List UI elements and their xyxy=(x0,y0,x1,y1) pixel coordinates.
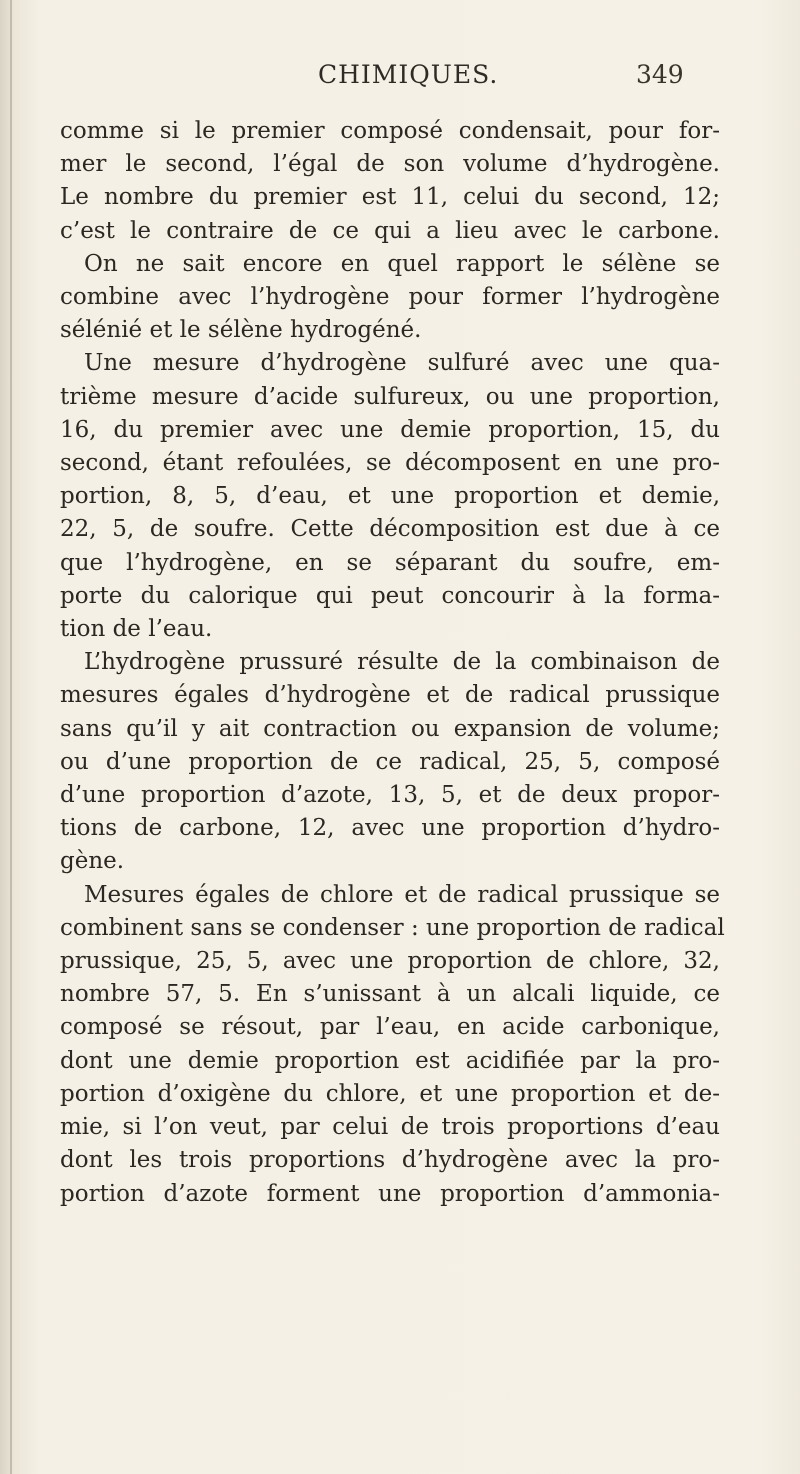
text-line: portion d’azote forment une proportion d’ammonia- xyxy=(60,1180,720,1207)
text-line: 22, 5, de soufre. Cette décomposition est due à ce xyxy=(60,516,720,543)
text-line: portion, 8, 5, d’eau, et une proportion et demie, xyxy=(60,483,720,510)
text-line: Une mesure d’hydrogène sulfuré avec une qua- xyxy=(84,350,720,377)
text-line: nombre 57, 5. En s’unissant à un alcali liquide, ce xyxy=(60,981,720,1008)
text-line: combine avec l’hydrogène pour former l’hydrogène xyxy=(60,284,720,311)
text-line: sans qu’il y ait contraction ou expansion de volume; xyxy=(60,715,720,742)
text-line: ou d’une proportion de ce radical, 25, 5, composé xyxy=(60,748,720,775)
text-line: d’une proportion d’azote, 13, 5, et de deux propor- xyxy=(60,782,720,809)
binding-gutter xyxy=(10,0,12,1474)
text-line: portion d’oxigène du chlore, et une proportion et de- xyxy=(60,1080,720,1107)
text-line: second, étant refoulées, se décomposent en une pro- xyxy=(60,450,720,477)
text-line: mer le second, l’égal de son volume d’hydrogène. xyxy=(60,151,720,178)
text-line: porte du calorique qui peut concourir à la forma- xyxy=(60,582,720,609)
text-line: trième mesure d’acide sulfureux, ou une proportion, xyxy=(60,383,720,410)
text-line: L’hydrogène prussuré résulte de la combinaison de xyxy=(84,649,720,676)
text-line: dont une demie proportion est acidifiée par la pro- xyxy=(60,1047,720,1074)
running-title: CHIMIQUES. xyxy=(318,60,499,89)
text-line: dont les trois proportions d’hydrogène avec la pro- xyxy=(60,1147,720,1174)
text-line: sélénié et le sélène hydrogéné. xyxy=(60,317,422,344)
text-line: prussique, 25, 5, avec une proportion de chlore, 32, xyxy=(60,948,720,975)
text-line: tion de l’eau. xyxy=(60,616,213,643)
text-line: que l’hydrogène, en se séparant du soufre, em- xyxy=(60,549,720,576)
text-line: 16, du premier avec une demie proportion, 15, du xyxy=(60,416,720,443)
text-line: Mesures égales de chlore et de radical prussique se xyxy=(84,881,720,908)
text-line: On ne sait encore en quel rapport le sélène se xyxy=(84,250,720,277)
body-text xyxy=(60,115,725,1211)
text-line: mie, si l’on veut, par celui de trois proportions d’eau xyxy=(60,1114,720,1141)
text-line: comme si le premier composé condensait, pour for- xyxy=(60,118,720,144)
page-header xyxy=(0,60,800,100)
text-line: combinent sans se condenser : une proportion de radical xyxy=(60,914,725,941)
text-line: Le nombre du premier est 11, celui du second, 12; xyxy=(60,184,720,211)
page-number: 349 xyxy=(636,60,684,89)
text-line: gène. xyxy=(60,848,125,875)
text-line: tions de carbone, 12, avec une proportion d’hydro- xyxy=(60,815,720,842)
text-line: composé se résout, par l’eau, en acide carbonique, xyxy=(60,1014,720,1041)
text-line: mesures égales d’hydrogène et de radical prussique xyxy=(60,682,720,709)
text-line: c’est le contraire de ce qui a lieu avec le carbone. xyxy=(60,217,720,244)
